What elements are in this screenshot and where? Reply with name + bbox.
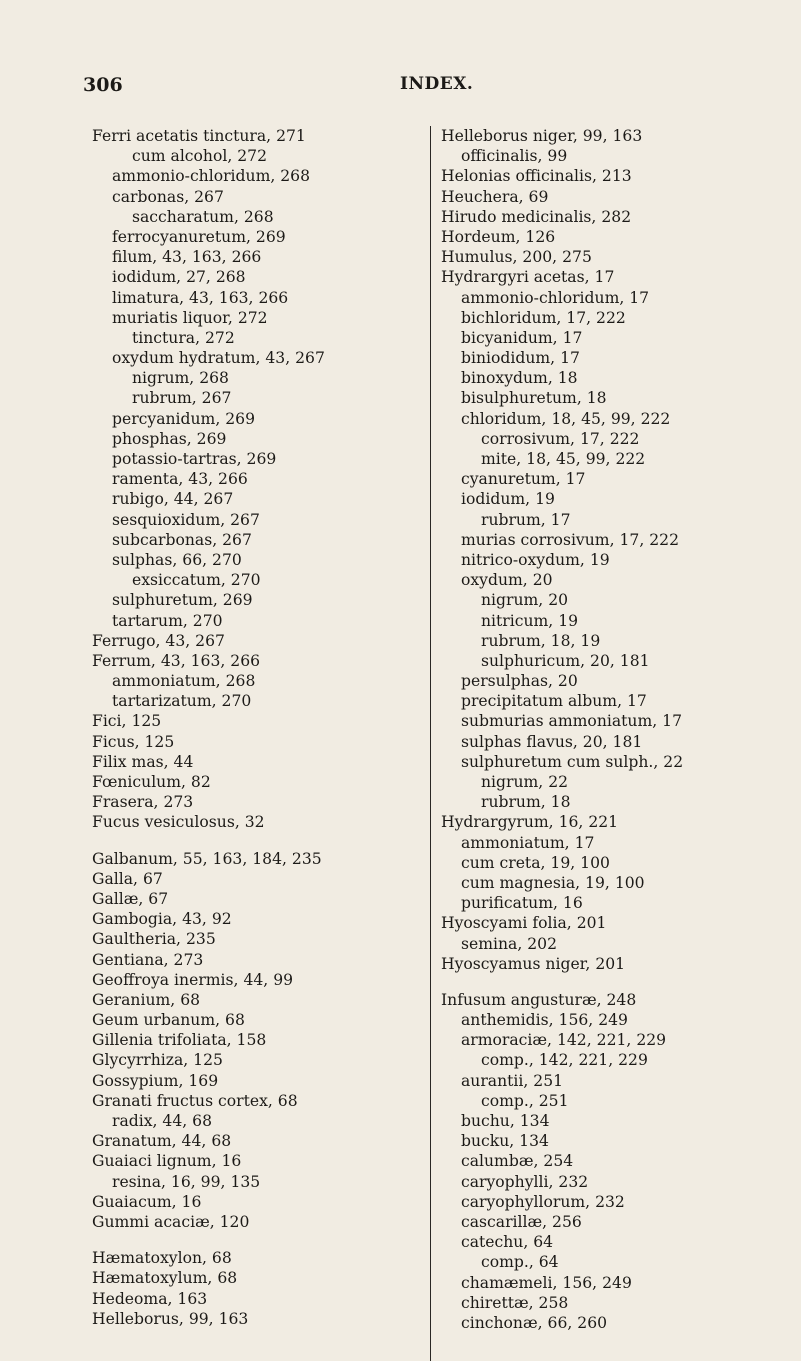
index-entry: Fœniculum, 82 xyxy=(92,773,211,791)
index-entry: comp., 142, 221, 229 xyxy=(481,1051,648,1070)
index-entry: cum magnesia, 19, 100 xyxy=(461,873,645,892)
section-gap xyxy=(441,974,786,990)
index-entry: Guaiaci lignum, 16 xyxy=(92,1152,242,1171)
index-entry: ammonio-chloridum, 268 xyxy=(112,167,311,186)
index-entry: binoxydum, 18 xyxy=(461,369,578,388)
index-entry: cyanuretum, 17 xyxy=(461,470,586,489)
index-entry: bisulphuretum, 18 xyxy=(461,389,607,408)
index-entry: Helonias officinalis, 213 xyxy=(441,167,632,186)
index-entry: cum creta, 19, 100 xyxy=(461,853,610,872)
page-header xyxy=(0,74,801,100)
index-entry: rubrum, 17 xyxy=(481,510,571,529)
index-entry: Guaiacum, 16 xyxy=(92,1192,202,1211)
index-entry: Gillenia trifoliata, 158 xyxy=(92,1031,267,1050)
index-entry: submurias ammoniatum, 17 xyxy=(461,712,682,731)
index-entry: muriatis liquor, 272 xyxy=(112,308,268,327)
index-entry: bucku, 134 xyxy=(461,1132,549,1151)
index-entry: carbonas, 267 xyxy=(112,187,224,206)
index-entry: caryophylli, 232 xyxy=(461,1172,589,1191)
index-entry: saccharatum, 268 xyxy=(132,207,274,226)
index-entry: Gossypium, 169 xyxy=(92,1071,219,1090)
index-entry: sulphuretum cum sulph., 22 xyxy=(461,752,684,771)
index-entry: catechu, 64 xyxy=(461,1233,554,1252)
index-entry: Fucus vesiculosus, 32 xyxy=(92,813,265,832)
index-entry: purificatum, 16 xyxy=(461,894,583,913)
index-entry: sulphas flavus, 20, 181 xyxy=(461,732,643,751)
index-entry: nigrum, 268 xyxy=(132,369,229,388)
index-entry: ramenta, 43, 266 xyxy=(112,470,248,489)
index-entry: limatura, 43, 163, 266 xyxy=(112,288,289,307)
index-entry: nitricum, 19 xyxy=(481,611,579,630)
index-entry: iodidum, 19 xyxy=(461,490,555,509)
index-entry: Galbanum, 55, 163, 184, 235 xyxy=(92,849,322,868)
index-entry: Hirudo medicinalis, 282 xyxy=(441,207,632,226)
index-entry: ammoniatum, 268 xyxy=(112,672,256,691)
index-entry: tartarizatum, 270 xyxy=(112,692,252,711)
index-entry: biniodidum, 17 xyxy=(461,349,580,368)
index-entry: Ferrugo, 43, 267 xyxy=(92,631,225,650)
index-entry: bichloridum, 17, 222 xyxy=(461,308,626,327)
index-entry: oxydum hydratum, 43, 267 xyxy=(112,349,325,368)
index-entry: exsiccatum, 270 xyxy=(132,571,261,590)
index-entry: comp., 251 xyxy=(481,1091,569,1110)
index-entry: Hydrargyri acetas, 17 xyxy=(441,268,615,287)
index-entry: Helleborus niger, 99, 163 xyxy=(441,127,643,145)
index-entry: sesquioxidum, 267 xyxy=(112,510,260,529)
index-entry: rubigo, 44, 267 xyxy=(112,490,234,509)
index-entry: chamæmeli, 156, 249 xyxy=(461,1273,632,1292)
index-entry: nigrum, 22 xyxy=(481,773,569,791)
index-entry: subcarbonas, 267 xyxy=(112,530,252,549)
section-gap xyxy=(92,1232,412,1248)
index-entry: ammoniatum, 17 xyxy=(461,833,595,852)
page-number: 306 xyxy=(83,74,123,96)
index-entry: Granati fructus cortex, 68 xyxy=(92,1091,298,1110)
index-entry: tinctura, 272 xyxy=(132,328,235,347)
index-entry: iodidum, 27, 268 xyxy=(112,268,246,287)
index-entry: caryophyllorum, 232 xyxy=(461,1192,625,1211)
index-entry: oxydum, 20 xyxy=(461,571,553,590)
index-entry: Heuchera, 69 xyxy=(441,187,549,206)
running-title: INDEX. xyxy=(400,74,474,94)
index-entry: resina, 16, 99, 135 xyxy=(112,1172,261,1191)
index-entry: Frasera, 273 xyxy=(92,793,194,812)
index-entry: ferrocyanuretum, 269 xyxy=(112,227,286,246)
index-entry: chloridum, 18, 45, 99, 222 xyxy=(461,409,671,428)
index-entry: armoraciæ, 142, 221, 229 xyxy=(461,1031,667,1050)
section-gap xyxy=(92,833,412,849)
index-entry: persulphas, 20 xyxy=(461,672,578,691)
index-entry: murias corrosivum, 17, 222 xyxy=(461,530,680,549)
index-entry: Granatum, 44, 68 xyxy=(92,1132,232,1151)
index-entry: Hedeoma, 163 xyxy=(92,1289,208,1308)
index-entry: Hydrargyrum, 16, 221 xyxy=(441,813,619,832)
index-entry: Galla, 67 xyxy=(92,869,163,888)
index-entry: Geoffroya inermis, 44, 99 xyxy=(92,970,294,989)
index-entry: nitrico-oxydum, 19 xyxy=(461,550,610,569)
index-entry: calumbæ, 254 xyxy=(461,1152,574,1171)
index-entry: percyanidum, 269 xyxy=(112,409,256,428)
index-entry: Hordeum, 126 xyxy=(441,227,556,246)
index-entry: semina, 202 xyxy=(461,934,558,953)
index-entry: buchu, 134 xyxy=(461,1112,550,1130)
index-entry: mite, 18, 45, 99, 222 xyxy=(481,450,646,468)
index-entry: Geum urbanum, 68 xyxy=(92,1011,245,1030)
index-entry: sulphas, 66, 270 xyxy=(112,550,242,569)
index-column-right xyxy=(430,126,786,1361)
index-entry: Filix mas, 44 xyxy=(92,752,194,771)
index-entry: rubrum, 18 xyxy=(481,793,571,812)
index-entry: Hæmatoxylon, 68 xyxy=(92,1249,232,1268)
index-entry: ammonio-chloridum, 17 xyxy=(461,288,650,307)
index-entry: Gentiana, 273 xyxy=(92,950,204,969)
index-entry: Hyoscyamus niger, 201 xyxy=(441,954,626,973)
index-entry: Hyoscyami folia, 201 xyxy=(441,914,607,933)
index-entry: potassio-tartras, 269 xyxy=(112,450,277,468)
index-entry: phosphas, 269 xyxy=(112,429,227,448)
index-entry: tartarum, 270 xyxy=(112,611,223,630)
index-entry: Geranium, 68 xyxy=(92,990,201,1009)
index-entry: filum, 43, 163, 266 xyxy=(112,248,262,267)
index-entry: Ficus, 125 xyxy=(92,732,175,751)
index-entry: sulphuricum, 20, 181 xyxy=(481,651,650,670)
index-entry: rubrum, 18, 19 xyxy=(481,631,601,650)
index-entry: Gambogia, 43, 92 xyxy=(92,910,232,929)
index-entry: Gallæ, 67 xyxy=(92,889,169,908)
index-entry: anthemidis, 156, 249 xyxy=(461,1011,628,1030)
index-entry: Humulus, 200, 275 xyxy=(441,248,592,267)
index-entry: aurantii, 251 xyxy=(461,1071,564,1090)
index-entry: comp., 64 xyxy=(481,1253,559,1272)
index-entry: Glycyrrhiza, 125 xyxy=(92,1051,223,1070)
index-entry: cascarillæ, 256 xyxy=(461,1212,582,1231)
index-entry: rubrum, 267 xyxy=(132,389,232,408)
index-entry: corrosivum, 17, 222 xyxy=(481,429,640,448)
index-entry: cum alcohol, 272 xyxy=(132,147,268,166)
index-entry: nigrum, 20 xyxy=(481,591,569,610)
index-entry: cinchonæ, 66, 260 xyxy=(461,1313,608,1332)
index-entry: officinalis, 99 xyxy=(461,147,568,166)
index-entry: Ferrum, 43, 163, 266 xyxy=(92,651,261,670)
index-entry: Ferri acetatis tinctura, 271 xyxy=(92,127,306,145)
index-column-left xyxy=(92,126,412,1329)
index-entry: chirettæ, 258 xyxy=(461,1293,569,1312)
index-entry: Helleborus, 99, 163 xyxy=(92,1309,249,1328)
index-entry: sulphuretum, 269 xyxy=(112,591,253,610)
index-entry: radix, 44, 68 xyxy=(112,1112,213,1130)
index-entry: Fici, 125 xyxy=(92,712,162,731)
index-entry: Infusum angusturæ, 248 xyxy=(441,990,637,1009)
index-entry: bicyanidum, 17 xyxy=(461,328,583,347)
index-entry: Gummi acaciæ, 120 xyxy=(92,1212,250,1231)
index-entry: Hæmatoxylum, 68 xyxy=(92,1269,238,1288)
index-entry: Gaultheria, 235 xyxy=(92,930,216,949)
index-entry: precipitatum album, 17 xyxy=(461,692,647,711)
